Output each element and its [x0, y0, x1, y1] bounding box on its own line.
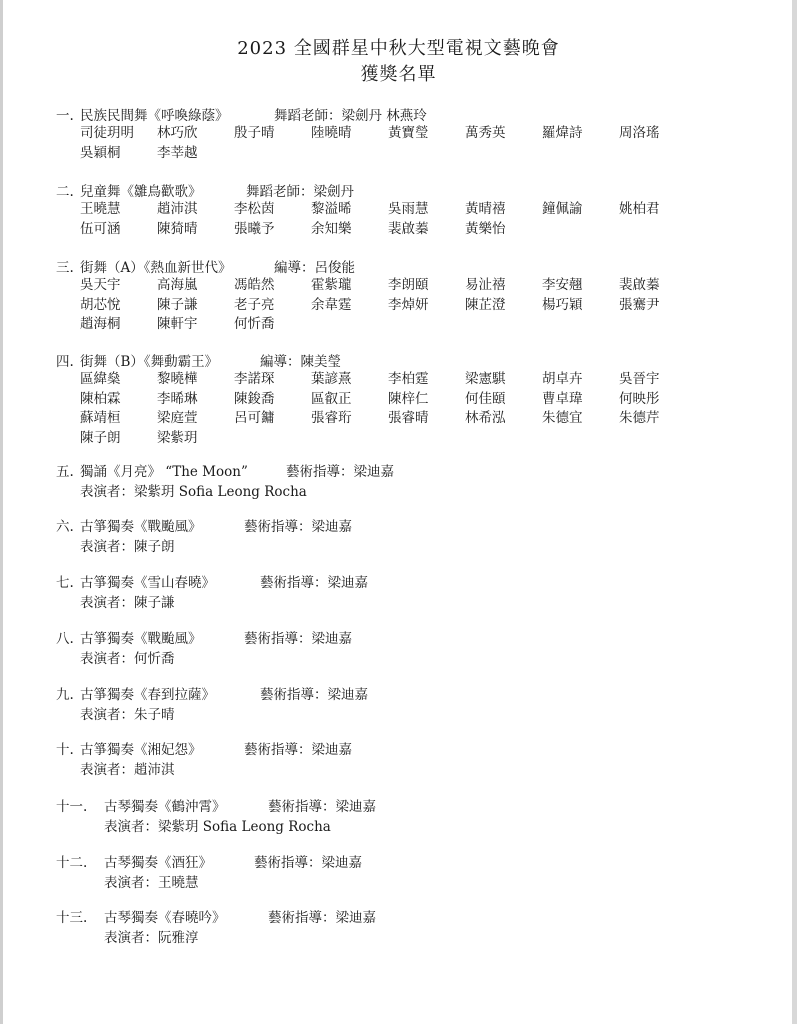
name: 呂可鏞 — [234, 410, 275, 426]
art-director: 藝術指導：梁迪嘉 — [268, 910, 376, 926]
program-title: 街舞（A）《熱血新世代》 — [80, 260, 232, 276]
name: 胡芯悅 — [80, 296, 121, 313]
performer: 表演者：梁紫玥 Sofia Leong Rocha — [80, 484, 307, 500]
performer-names — [80, 200, 696, 239]
name: 黎溢晞 — [311, 201, 352, 217]
name: 區緯燊 — [80, 371, 121, 387]
art-director: 藝術指導：梁迪嘉 — [260, 687, 368, 703]
name: 陳梓仁 — [388, 390, 429, 407]
program-title: 古箏獨奏《湘妃怨》 — [80, 742, 202, 758]
program-title: 古箏獨奏《戰颱風》 — [80, 631, 202, 647]
entry-number: 七. — [56, 575, 74, 591]
page-edge-right — [792, 0, 797, 1024]
art-director: 藝術指導：梁迪嘉 — [244, 519, 352, 535]
name: 楊巧穎 — [542, 296, 583, 313]
name: 陳軒宇 — [157, 316, 198, 332]
name: 吳雨慧 — [388, 201, 429, 217]
program-title: 古箏獨奏《戰颱風》 — [80, 519, 202, 535]
name: 馮皓然 — [234, 277, 275, 293]
name: 吳穎桐 — [80, 144, 121, 161]
entry-number: 九. — [56, 687, 74, 703]
name: 裴啟蓁 — [388, 220, 429, 237]
document-title: 2023 全國群星中秋大型電視文藝晚會 — [237, 38, 560, 59]
art-director: 藝術指導：梁迪嘉 — [260, 575, 368, 591]
name: 殷子晴 — [234, 125, 275, 141]
art-director: 藝術指導：梁迪嘉 — [268, 799, 376, 815]
name: 伍可涵 — [80, 220, 121, 237]
entry-number: 十. — [56, 742, 74, 758]
performer-names — [80, 370, 696, 448]
name: 張睿晴 — [388, 410, 429, 426]
document-subtitle: 獲獎名單 — [360, 64, 437, 85]
name: 黎曉樺 — [157, 371, 198, 387]
entry-number: 五. — [56, 464, 74, 480]
performer: 表演者：梁紫玥 Sofia Leong Rocha — [104, 819, 331, 835]
name: 羅煒詩 — [542, 125, 583, 141]
award-entry-2 — [56, 180, 696, 239]
award-entry-4 — [56, 350, 696, 448]
name: 林巧欣 — [157, 125, 198, 141]
name: 陳子謙 — [157, 296, 198, 313]
name: 吳晉宇 — [619, 371, 660, 387]
award-entry-8 — [56, 627, 352, 667]
name: 張睿珩 — [311, 410, 352, 426]
name: 林希泓 — [465, 410, 506, 426]
program-title: 街舞（B）《舞動霸王》 — [80, 354, 219, 370]
performer: 表演者：阮雅淳 — [104, 930, 199, 946]
program-title: 獨誦《月亮》 “The Moon” — [80, 464, 248, 480]
name: 梁庭萱 — [157, 410, 198, 426]
art-director: 藝術指導：梁迪嘉 — [244, 631, 352, 647]
performer-names — [80, 124, 696, 163]
name: 何忻喬 — [234, 316, 275, 332]
name: 梁紫玥 — [157, 429, 198, 446]
performer-names — [80, 276, 696, 335]
award-entry-5 — [56, 460, 394, 500]
program-title: 兒童舞《雛鳥歡歌》 — [80, 184, 202, 200]
entry-number: 十二. — [56, 855, 88, 871]
name: 黃寶瑩 — [388, 125, 429, 141]
art-director: 藝術指導：梁迪嘉 — [254, 855, 362, 871]
name: 王曉慧 — [80, 201, 121, 217]
art-director: 藝術指導：梁迪嘉 — [244, 742, 352, 758]
performer: 表演者：朱子晴 — [80, 707, 175, 723]
program-title: 古琴獨奏《鶴沖霄》 — [104, 799, 226, 815]
program-title: 民族民間舞《呼喚綠蔭》 — [80, 108, 229, 124]
entry-number: 六. — [56, 519, 74, 535]
program-title: 古琴獨奏《春曉吟》 — [104, 910, 226, 926]
name: 高海嵐 — [157, 277, 198, 293]
name: 易沚禧 — [465, 277, 506, 293]
award-entry-9 — [56, 683, 368, 723]
name: 張曦予 — [234, 220, 275, 237]
name: 周洛瑤 — [619, 125, 660, 141]
name: 區叡正 — [311, 390, 352, 407]
name: 裴啟蓁 — [619, 277, 660, 293]
art-director: 藝術指導：梁迪嘉 — [286, 464, 394, 480]
name: 陳鋑喬 — [234, 390, 275, 407]
program-title: 古箏獨奏《雪山春曉》 — [80, 575, 215, 591]
entry-number: 一. — [56, 108, 74, 124]
name: 張騫尹 — [619, 296, 660, 313]
entry-number: 八. — [56, 631, 74, 647]
name: 老子亮 — [234, 296, 275, 313]
award-entry-10 — [56, 738, 352, 778]
name: 黃樂怡 — [465, 220, 506, 237]
name: 余知樂 — [311, 220, 352, 237]
name: 余韋霆 — [311, 296, 352, 313]
name: 何映彤 — [619, 390, 660, 407]
entry-number: 三. — [56, 260, 74, 276]
award-entry-11 — [56, 795, 376, 835]
performer: 表演者：王曉慧 — [104, 875, 199, 891]
performer: 表演者：趙沛淇 — [80, 762, 175, 778]
name: 胡卓卉 — [542, 371, 583, 387]
instructor: 舞蹈老師：梁劍丹 林燕玲 — [274, 108, 427, 124]
program-title: 古箏獨奏《春到拉薩》 — [80, 687, 215, 703]
name: 李晞琳 — [157, 390, 198, 407]
award-entry-7 — [56, 571, 368, 611]
name: 陳猗晴 — [157, 220, 198, 237]
name: 黃晴禧 — [465, 201, 506, 217]
entry-number: 二. — [56, 184, 74, 200]
performer: 表演者：何忻喬 — [80, 651, 175, 667]
entry-number: 十一. — [56, 799, 88, 815]
name: 陳芷澄 — [465, 296, 506, 313]
name: 蘇靖桓 — [80, 410, 121, 426]
name: 李松茵 — [234, 201, 275, 217]
name: 曹卓瑋 — [542, 390, 583, 407]
entry-number: 十三. — [56, 910, 88, 926]
name: 朱德芹 — [619, 410, 660, 426]
name: 李莘越 — [157, 144, 198, 161]
name: 陳子朗 — [80, 429, 121, 446]
name: 梁憲騏 — [465, 371, 506, 387]
name: 司徒玥明 — [80, 125, 134, 141]
award-entry-12 — [56, 851, 362, 891]
entry-number: 四. — [56, 354, 74, 370]
name: 鐘佩諭 — [542, 201, 583, 217]
name: 李柏霆 — [388, 371, 429, 387]
name: 陳柏霖 — [80, 390, 121, 407]
choreographer: 編導：呂俊能 — [274, 260, 355, 276]
award-entry-6 — [56, 515, 352, 555]
performer: 表演者：陳子朗 — [80, 539, 175, 555]
award-entry-3 — [56, 256, 696, 335]
name: 李諾琛 — [234, 371, 275, 387]
name: 趙海桐 — [80, 316, 121, 332]
name: 吳天宇 — [80, 277, 121, 293]
award-entry-1 — [56, 104, 696, 163]
name: 萬秀英 — [465, 125, 506, 141]
name: 霍紫瓏 — [311, 277, 352, 293]
name: 李朗頤 — [388, 277, 429, 293]
page-edge-left — [0, 0, 3, 1024]
name: 趙沛淇 — [157, 201, 198, 217]
award-entry-13 — [56, 906, 376, 946]
instructor: 舞蹈老師：梁劍丹 — [246, 184, 354, 200]
name: 李焯妍 — [388, 296, 429, 313]
choreographer: 編導：陳美瑩 — [260, 354, 341, 370]
program-title: 古琴獨奏《酒狂》 — [104, 855, 212, 871]
name: 陸曉晴 — [311, 125, 352, 141]
name: 姚柏君 — [619, 201, 660, 217]
name: 葉諺熹 — [311, 371, 352, 387]
name: 朱德宜 — [542, 410, 583, 426]
performer: 表演者：陳子謙 — [80, 595, 175, 611]
name: 何佳頤 — [465, 390, 506, 407]
name: 李安翹 — [542, 277, 583, 293]
